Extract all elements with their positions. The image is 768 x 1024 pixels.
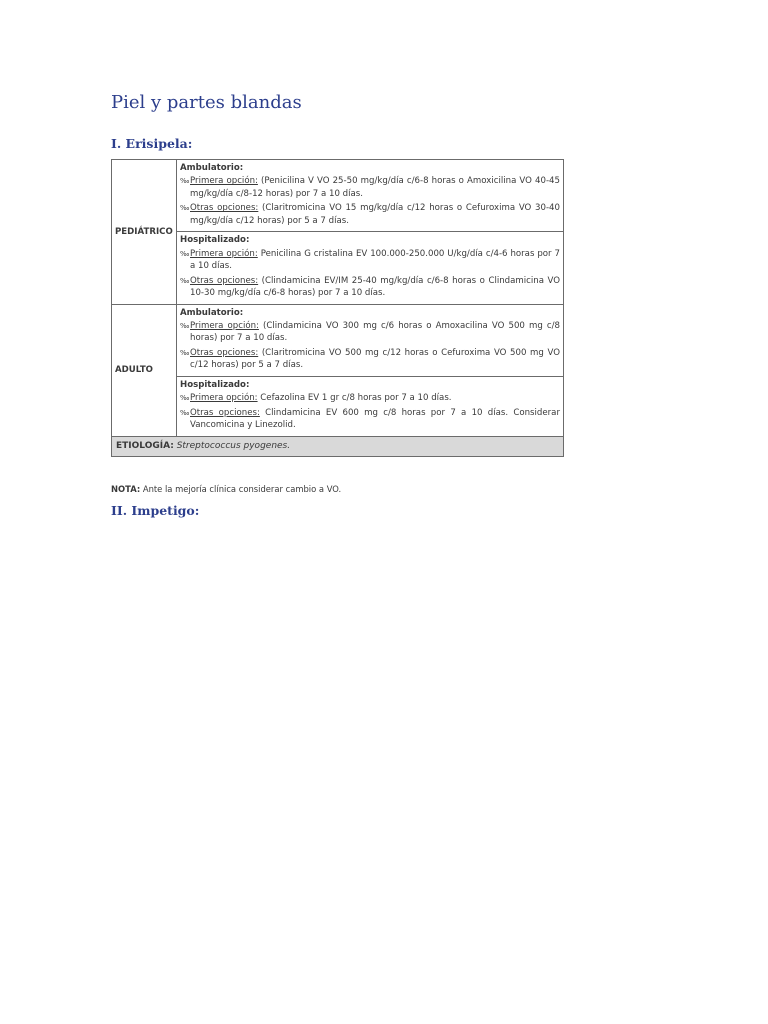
etiologia-value: Streptococcus pyogenes. [173, 440, 291, 451]
bullet-icon: ‰ [180, 408, 190, 417]
table-row [112, 376, 564, 436]
bullet-icon: ‰ [180, 321, 190, 330]
etiologia-row [112, 436, 564, 456]
bullet-icon: ‰ [180, 348, 190, 357]
section-heading-impetigo: II. Impetigo: [111, 503, 200, 518]
setting-title: Hospitalizado: [180, 235, 250, 246]
option-label: Otras opciones: [190, 407, 260, 418]
option-text: Penicilina G cristalina EV 100.000-250.000 U/kg/día c/4-6 horas por 7 a 10 días. [190, 248, 560, 272]
option-otras [180, 202, 560, 227]
table-row [112, 232, 564, 304]
erisipela-treatment-table [111, 159, 564, 457]
option-text: (Claritromicina VO 15 mg/kg/día c/12 horas o Cefuroxima VO 30-40 mg/kg/día c/12 horas) por 5 a 7 días. [190, 203, 560, 226]
setting-title: Ambulatorio: [180, 163, 244, 173]
cell-adulto-hospitalizado [177, 376, 564, 436]
table-row [112, 160, 564, 232]
setting-title: Hospitalizado: [180, 379, 250, 390]
option-text: (Clindamicina EV/IM 25-40 mg/kg/día c/6-8 horas o Clindamicina VO 10-30 mg/kg/día c/6-8 horas) por 7 a 10 días. [190, 275, 560, 299]
bullet-icon: ‰ [180, 276, 190, 285]
option-label: Otras opciones: [190, 203, 259, 214]
table-row [112, 436, 564, 456]
bullet-icon: ‰ [180, 204, 190, 213]
bullet-icon: ‰ [180, 394, 190, 403]
option-otras [180, 275, 560, 300]
setting-title: Ambulatorio: [180, 307, 244, 318]
cell-pediatrico-ambulatorio [177, 160, 564, 232]
option-label: Otras opciones: [190, 275, 259, 286]
option-label: Primera opción: [190, 176, 258, 187]
table-row [112, 304, 564, 376]
option-primera [180, 248, 560, 273]
option-label: Otras opciones: [190, 347, 259, 358]
option-primera [180, 175, 560, 200]
option-primera [180, 320, 560, 345]
nota [111, 484, 341, 494]
bullet-icon: ‰ [180, 249, 190, 258]
nota-label: NOTA: [111, 484, 141, 494]
option-primera [180, 392, 560, 404]
option-text: Cefazolina EV 1 gr c/8 horas por 7 a 10 días. [257, 393, 452, 404]
bullet-icon: ‰ [180, 177, 190, 186]
option-text: (Clindamicina VO 300 mg c/6 horas o Amoxacilina VO 500 mg c/8 horas) por 7 a 10 días. [190, 320, 560, 344]
option-text: Clindamicina EV 600 mg c/8 horas por 7 a 10 días. Considerar Vancomicina y Linezolid. [190, 407, 560, 431]
option-otras [180, 407, 560, 432]
group-label-pediatrico: PEDIÁTRICO [112, 160, 177, 305]
option-otras [180, 347, 560, 372]
page-title: Piel y partes blandas [111, 92, 302, 113]
option-label: Primera opción: [190, 320, 259, 331]
cell-pediatrico-hospitalizado [177, 232, 564, 304]
etiologia-label: ETIOLOGÍA: [116, 440, 174, 451]
option-label: Primera opción: [190, 248, 258, 259]
option-label: Primera opción: [190, 393, 258, 404]
group-label-adulto: ADULTO [112, 304, 177, 436]
option-text: (Penicilina V VO 25-50 mg/kg/día c/6-8 horas o Amoxicilina VO 40-45 mg/kg/día c/8-12 horas) por 7 a 10 días. [190, 176, 560, 199]
section-heading-erisipela: I. Erisipela: [111, 136, 193, 151]
option-text: (Claritromicina VO 500 mg c/12 horas o Cefuroxima VO 500 mg VO c/12 horas) por 5 a 7 días. [190, 347, 560, 371]
nota-text: Ante la mejoría clínica considerar cambio a VO. [140, 484, 342, 494]
cell-adulto-ambulatorio [177, 304, 564, 376]
